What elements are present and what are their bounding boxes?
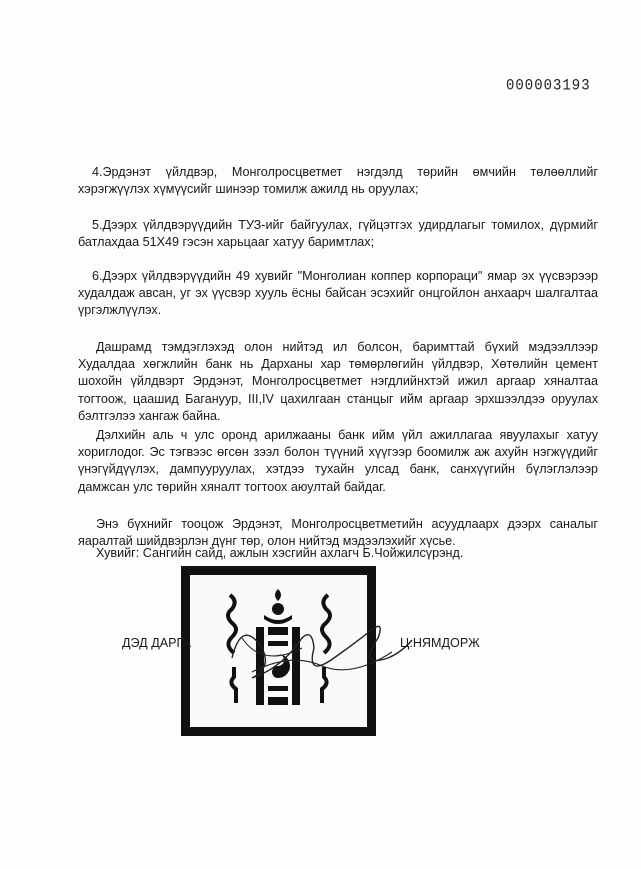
paragraph-text: Энэ бүхнийг тооцож Эрдэнэт, Монголросцветметийн асуудлаарх дээрх саналыг яаралтай шийдвэрлэн дүнг төр, олон нийтэд мэдээлэхийг хүсье. xyxy=(78,517,598,549)
paragraph-4 xyxy=(78,164,598,198)
paragraph-text: Дэлхийн аль ч улс оронд арилжааны банк ийм үйл ажиллагаа явуулахыг хатуу хориглодог. Эс тэгвээс өгсөн зээл болон түүний хүүгээр боомилж аж ахуйн нэгжүүдийг үнэгүйдүүлэх, дампууруулах, хэтдээ тухайн улсад банк, санхүүгийн бүлэглэлээр дамжсан улс төрийн хяналт тогтоох аюултай байдаг. xyxy=(78,428,598,494)
handwritten-signature xyxy=(212,598,432,708)
signer-name: Ц.НЯМДОРЖ xyxy=(400,636,480,650)
paragraph-text: 5.Дээрх үйлдвэрүүдийн ТУЗ-ийг байгуулах, гүйцэтгэх удирдлагыг томилох, дүрмийг батлахдаа 51Х49 гэсэн харьцааг хатуу баримтлах; xyxy=(78,218,598,250)
paragraph-text: 4.Эрдэнэт үйлдвэр, Монголросцветмет нэгдэлд төрийн өмчийн төлөөллийг хэрэгжүүлэх хүмүүсийг шинээр томилж ажилд нь оруулах; xyxy=(78,165,598,197)
paragraph-copy-to xyxy=(78,545,598,562)
paragraph-world-banks xyxy=(78,427,598,496)
document-number: 000003193 xyxy=(506,77,591,95)
paragraph-text: 6.Дээрх үйлдвэрүүдийн 49 хувийг "Монголиан коппер корпораци" ямар эх үүсвэрээр худалдаж авсан, уг эх үүсвэр хууль ёсны байсан эсэхийг онцгойлон анхаарч шалгалтаа үргэлжлүүлэх. xyxy=(78,269,598,318)
paragraph-5 xyxy=(78,217,598,251)
paragraph-incidentally xyxy=(78,339,598,425)
paragraph-text: Хувийг: Сангийн сайд, ажлын хэсгийн ахлагч Б.Чойжилсүрэнд. xyxy=(96,546,464,560)
paragraph-6 xyxy=(78,268,598,320)
signer-title: ДЭД ДАРГА xyxy=(122,636,191,650)
paragraph-text: Дашрамд тэмдэглэхэд олон нийтэд ил болсон, баримттай бүхий мэдээллээр Худалдаа хөгжлийн банк нь Дарханы хар төмөрлөгийн үйлдвэр, Хөтөлийн цемент шохойн үйлдвэрт Эрдэнэт, Монголросцветмет нэгдлийнхтэй ижил аргаар хяналтаа тогтоож, цаашид Багануур, III,IV цахилгаан станцыг ийм аргаар эрхшээлдээ оруулах бэлтгэлээ хангаж байна. xyxy=(78,340,598,423)
